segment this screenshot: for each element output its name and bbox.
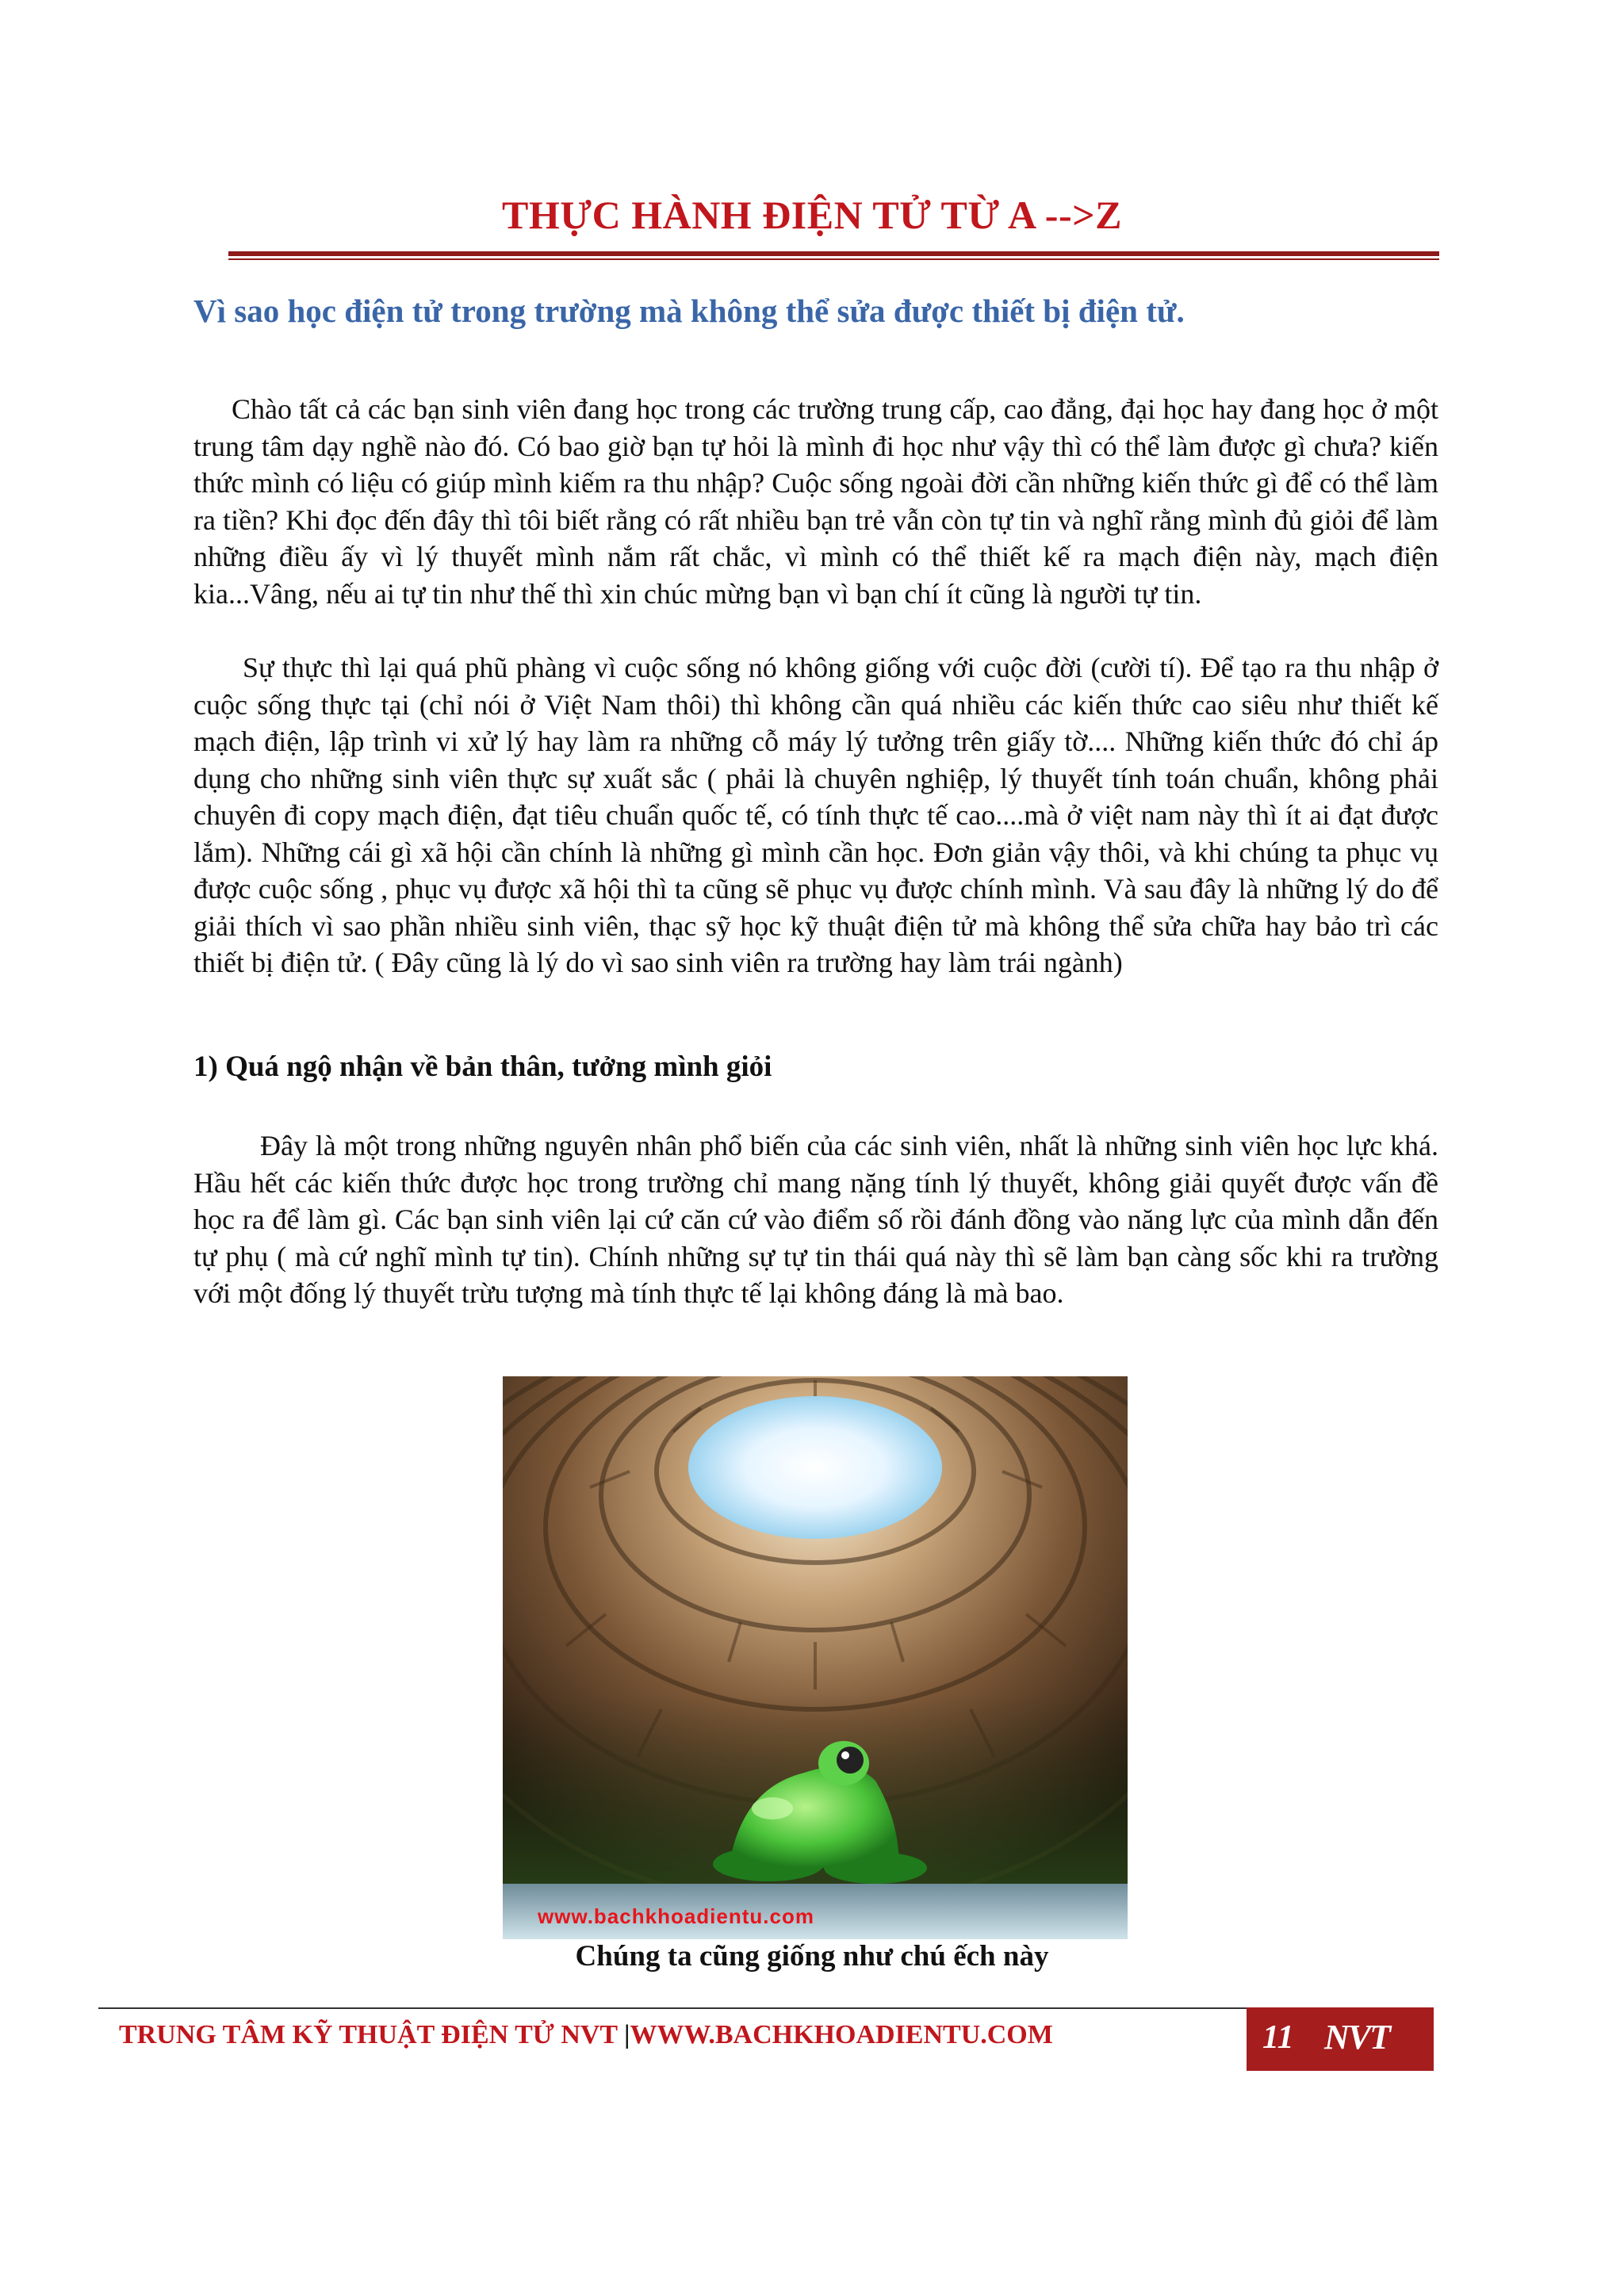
- image-watermark: www.bachkhoadientu.com: [538, 1904, 814, 1928]
- paragraph-1: Chào tất cả các bạn sinh viên đang học trong các trường trung cấp, cao đẳng, đại học hay đang học ở một trung tâm dạy nghề nào đó. Có bao giờ bạn tự hỏi là mình đi học như vậy thì có thể làm được gì chưa? kiến thức mình có liệu có giúp mình kiếm ra thu nhập? Cuộc sống ngoài đời cần những kiến thức gì để có thể làm ra tiền? Khi đọc đến đây thì tôi biết rằng có rất nhiều bạn trẻ vẫn còn tự tin và nghĩ rằng mình đủ giỏi để làm những điều ấy vì lý thuyết mình nắm rất chắc, vì mình có thể thiết kế ra mạch điện này, mạch điện kia...Vâng, nếu ai tự tin như thế thì xin chúc mừng bạn vì bạn chí ít cũng là người tự tin.: [193, 393, 1438, 610]
- title-rule-thin: [228, 258, 1439, 260]
- footer-rule: [98, 2007, 1247, 2009]
- figure-caption: Chúng ta cũng giống như chú ếch này: [575, 1940, 1049, 1973]
- footer-page-box: [1247, 2007, 1434, 2071]
- frog-in-well-image: [503, 1376, 1128, 1939]
- nvt-logo: NVT: [1324, 2018, 1389, 2057]
- title-rule: [228, 251, 1439, 256]
- running-title: THỰC HÀNH ĐIỆN TỬ TỪ A -->Z: [502, 193, 1122, 237]
- footer-text: [119, 2020, 1053, 2050]
- footer-separator: |: [624, 2020, 630, 2049]
- well-illustration: [503, 1376, 1128, 1939]
- article-heading: Vì sao học điện tử trong trường mà không thể sửa được thiết bị điện tử.: [193, 293, 1185, 329]
- page-number: 11: [1262, 2019, 1294, 2056]
- footer-org: TRUNG TÂM KỸ THUẬT ĐIỆN TỬ NVT: [119, 2020, 624, 2049]
- paragraph-3: Đây là một trong những nguyên nhân phổ biến của các sinh viên, nhất là những sinh viên học lực khá. Hầu hết các kiến thức được học trong trường chỉ mang nặng tính lý thuyết, không giải quyết được vấn đề học ra để làm gì. Các bạn sinh viên lại cứ căn cứ vào điểm số rồi đánh đồng vào năng lực của mình dẫn đến tự phụ ( mà cứ nghĩ mình tự tin). Chính những sự tự tin thái quá này thì sẽ làm bạn càng sốc khi ra trường với một đống lý thuyết trừu tượng mà tính thực tế lại không đáng là mà bao.: [193, 1130, 1438, 1309]
- paragraph-2: Sự thực thì lại quá phũ phàng vì cuộc sống nó không giống với cuộc đời (cười tí). Để tạo ra thu nhập ở cuộc sống thực tại (chỉ nói ở Việt Nam thôi) thì không cần quá nhiều các kiến thức cao siêu như thiết kế mạch điện, lập trình vi xử lý hay làm ra những cỗ máy lý tưởng trên giấy tờ.... Những kiến thức đó chỉ áp dụng cho những sinh viên thực sự xuất sắc ( phải là chuyên nghiệp, lý thuyết tính toán chuẩn, không phải chuyên đi copy mạch điện, đạt tiêu chuẩn quốc tế, có tính thực tế cao....mà ở việt nam này thì ít ai đạt được lắm). Những cái gì xã hội cần chính là những gì mình cần học. Đơn giản vậy thôi, và khi chúng ta phục vụ được cuộc sống , phục vụ được xã hội thì ta cũng sẽ phục vụ được chính mình. Và sau đây là những lý do để giải thích vì sao phần nhiều sinh viên, thạc sỹ học kỹ thuật điện tử mà không thể sửa chữa hay bảo trì các thiết bị điện tử. ( Đây cũng là lý do vì sao sinh viên ra trường hay làm trái ngành): [193, 652, 1438, 978]
- section-heading-1: 1) Quá ngộ nhận về bản thân, tưởng mình giỏi: [193, 1050, 772, 1083]
- footer-website-link[interactable]: WWW.BACHKHOADIENTU.COM: [630, 2020, 1053, 2049]
